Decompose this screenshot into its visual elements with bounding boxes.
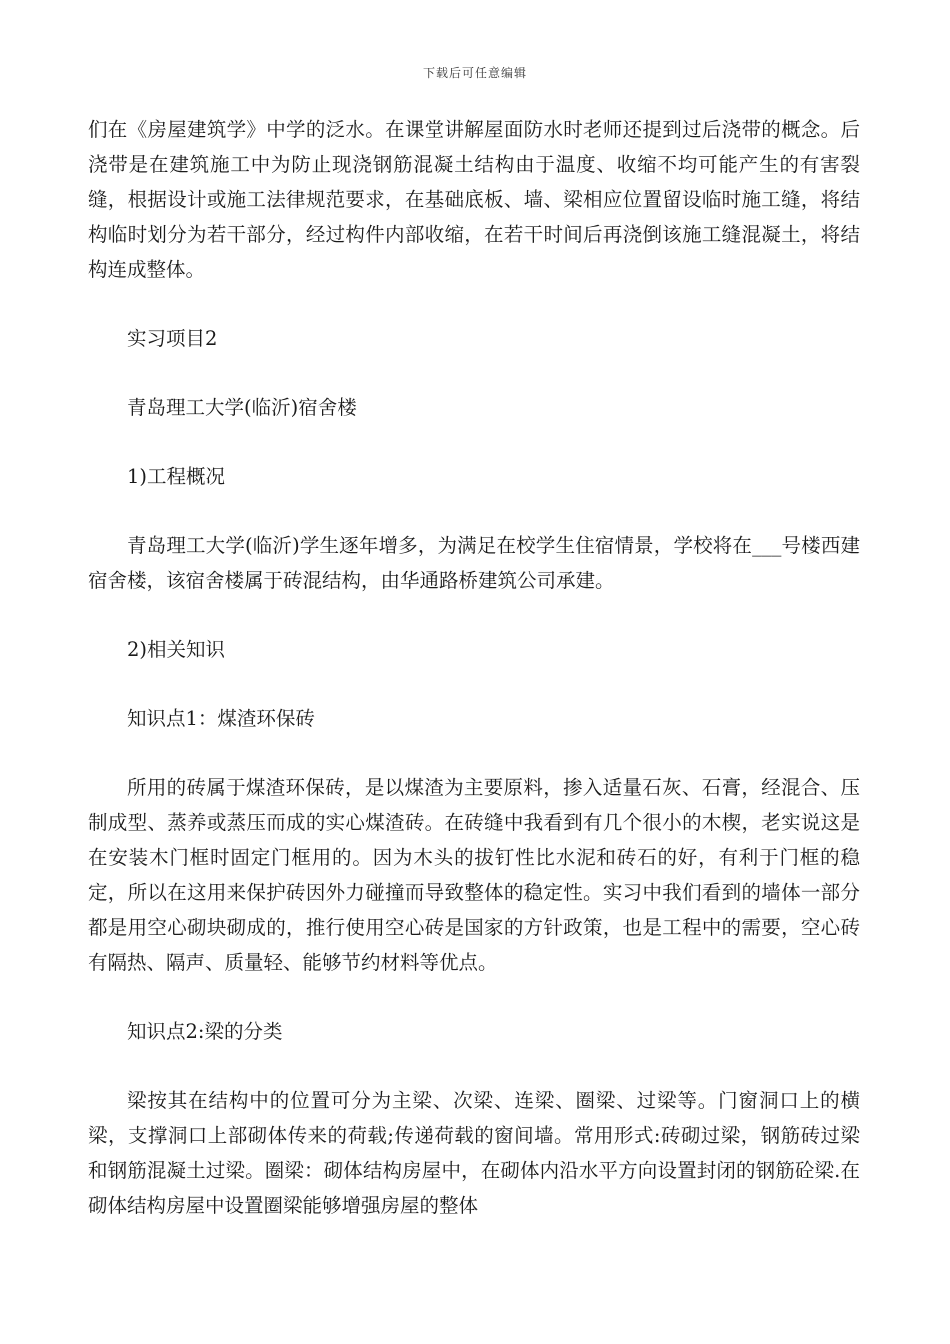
document-body bbox=[88, 112, 860, 1257]
heading-project-2: 实习项目2 bbox=[127, 327, 218, 350]
paragraph-post-pour-strip: 们在《房屋建筑学》中学的泛水。在课堂讲解屋面防水时老师还提到过后浇带的概念。后浇带是在建筑施工中为防止现浇钢筋混凝土结构由于温度、收缩不均可能产生的有害裂缝，根据设计或施工法律规范要求，在基础底板、墙、梁相应位置留设临时施工缝，将结构临时划分为若干部分，经过构件内部收缩，在若干时间后再浇倒该施工缝混凝土，将结构连成整体。 bbox=[88, 118, 860, 281]
paragraph-project-overview: 青岛理工大学(临沂)学生逐年增多，为满足在校学生住宿情景，学校将在___号楼西建宿舍楼，该宿舍楼属于砖混结构，由华通路桥建筑公司承建。 bbox=[88, 534, 860, 592]
heading-knowledge-point-1: 知识点1：煤渣环保砖 bbox=[127, 707, 315, 730]
paragraph-cinder-brick: 所用的砖属于煤渣环保砖，是以煤渣为主要原料，掺入适量石灰、石膏，经混合、压制成型、蒸养或蒸压而成的实心煤渣砖。在砖缝中我看到有几个很小的木楔，老实说这是在安装木门框时固定门框用的。因为木头的拔钉性比水泥和砖石的好，有利于门框的稳定，所以在这用来保护砖因外力碰撞而导致整体的稳定性。实习中我们看到的墙体一部分都是用空心砌块砌成的，推行使用空心砖是国家的方针政策，也是工程中的需要，空心砖有隔热、隔声、质量轻、能够节约材料等优点。 bbox=[88, 776, 860, 974]
heading-knowledge-point-2: 知识点2:梁的分类 bbox=[127, 1020, 283, 1043]
heading-project-overview: 1)工程概况 bbox=[127, 465, 226, 488]
heading-dormitory: 青岛理工大学(临沂)宿舍楼 bbox=[127, 396, 357, 419]
page-header-note: 下载后可任意编辑 bbox=[422, 66, 527, 80]
heading-related-knowledge: 2)相关知识 bbox=[127, 638, 226, 661]
paragraph-beam-classification: 梁按其在结构中的位置可分为主梁、次梁、连梁、圈梁、过梁等。门窗洞口上的横梁，支撑洞口上部砌体传来的荷载;传递荷载的窗间墙。常用形式:砖砌过梁，钢筋砖过梁和钢筋混凝土过梁。圈梁：砌体结构房屋中，在砌体内沿水平方向设置封闭的钢筋砼梁.在砌体结构房屋中设置圈梁能够增强房屋的整体 bbox=[88, 1089, 860, 1217]
